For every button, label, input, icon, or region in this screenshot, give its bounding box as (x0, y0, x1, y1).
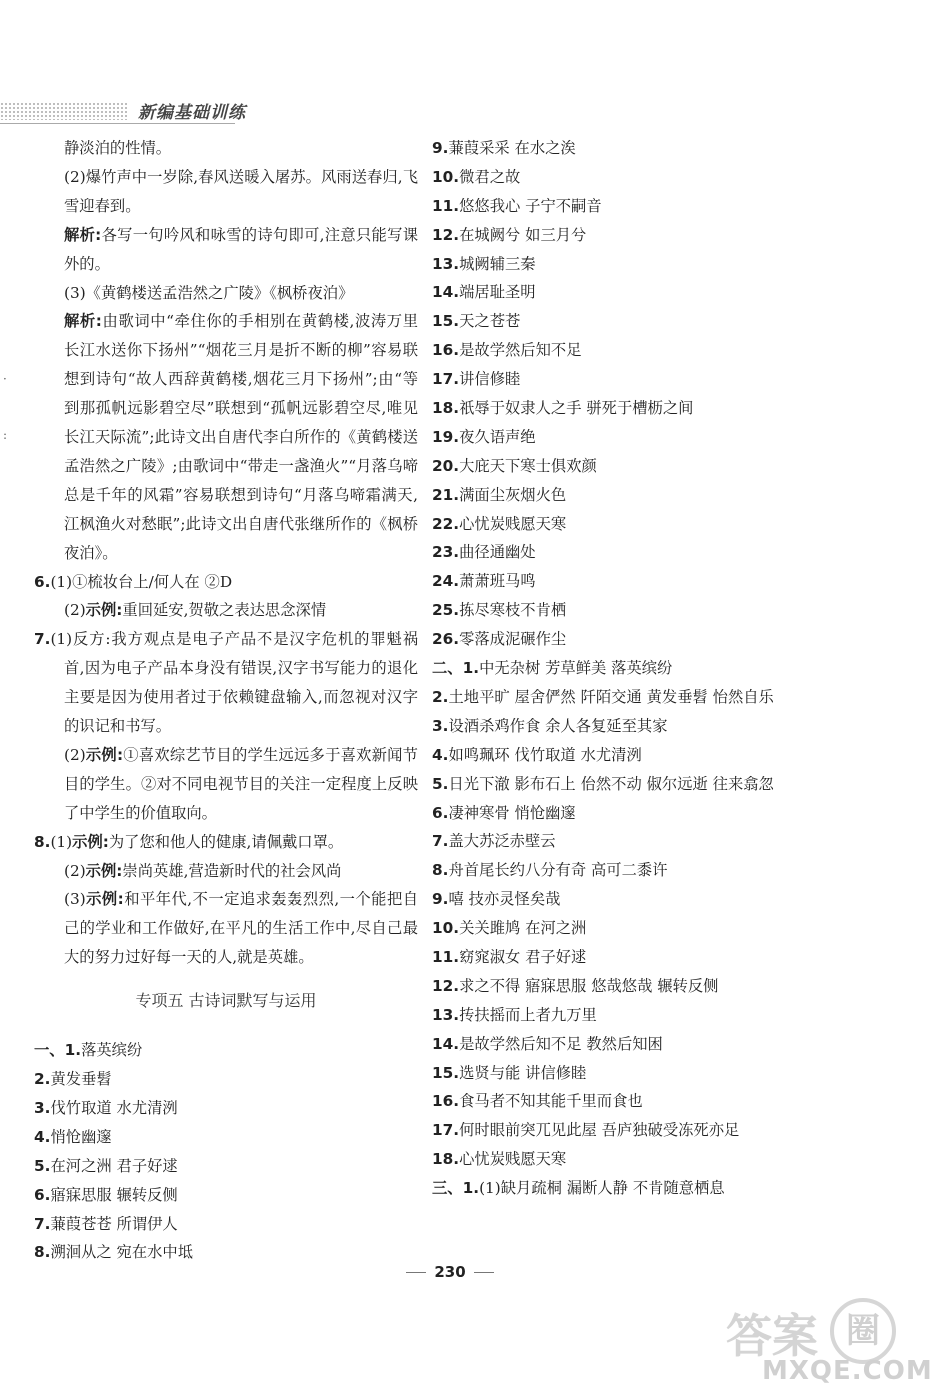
item-text: 天之苍苍 (459, 312, 521, 331)
answer-text: ①喜欢综艺节目的学生远远多于喜欢新闻节目的学生。②对不同电视节目的关注一定程度上反映了中学生的价值取向。 (64, 745, 418, 822)
item-text: 寤寐思服 辗转反侧 (50, 1185, 178, 1204)
question-8 (34, 828, 418, 857)
item-text: 大庇天下寒士俱欢颜 (459, 456, 597, 475)
text-line (34, 134, 418, 163)
sub-number: (1) (50, 832, 73, 851)
edge-mark: : (3, 428, 8, 442)
list-item (34, 1036, 418, 1065)
list-item (34, 1065, 418, 1094)
list-item (432, 827, 812, 856)
question-7-sub (34, 741, 418, 828)
page-number (0, 1263, 900, 1281)
text-paragraph (34, 163, 418, 221)
list-item (34, 1094, 418, 1123)
list-item (432, 770, 812, 799)
item-text: 盖大苏泛赤壁云 (448, 832, 556, 851)
item-text: 中无杂树 芳草鲜美 落英缤纷 (479, 659, 673, 678)
item-text: 心忧炭贱愿天寒 (459, 514, 567, 533)
text: (3)《黄鹤楼送孟浩然之广陵》《枫桥夜泊》 (64, 283, 354, 302)
item-text: 食马者不知其能千里而食也 (459, 1092, 643, 1111)
item-text: 在城阙兮 如三月兮 (459, 225, 587, 244)
text-line (34, 279, 418, 308)
sub-number: (2) (64, 861, 86, 880)
item-text: 伐竹取道 水尤清洌 (50, 1098, 178, 1117)
item-text: 设酒杀鸡作食 余人各复延至其家 (448, 716, 668, 735)
list-item (432, 1030, 812, 1059)
analysis-label: 解析: (64, 312, 102, 331)
item-text: 何时眼前突兀见此屋 吾庐独破受冻死亦足 (459, 1121, 740, 1140)
item-number: 5. (432, 774, 449, 793)
item-number: 25. (432, 601, 460, 620)
list-item (432, 799, 812, 828)
list-item (432, 510, 812, 539)
list-item (432, 972, 812, 1001)
analysis-text: 各写一句吟风和咏雪的诗句即可,注意只能写课外的。 (64, 225, 418, 273)
list-item (432, 394, 812, 423)
item-number: 4. (34, 1127, 51, 1146)
question-number: 6. (34, 572, 51, 591)
analysis-paragraph (34, 221, 418, 279)
item-text: 拣尽寒枝不肯栖 (459, 601, 567, 620)
answer-text: (1)①梳妆台上/何人在 ②D (50, 572, 233, 591)
question-6 (34, 568, 418, 597)
answer-text: 重回延安,贺敬之表达思念深情 (122, 601, 327, 620)
watermark-circle-icon (830, 1298, 896, 1364)
example-label: 示例: (72, 832, 109, 851)
list-item (432, 741, 812, 770)
item-text: (1)缺月疏桐 漏断人静 不肯随意栖息 (479, 1179, 725, 1198)
analysis-text: 由歌词中“牵住你的手相别在黄鹤楼,波涛万里长江水送你下扬州”“烟花三月是折不断的柳”容易联想到诗句“故人西辞黄鹤楼,烟花三月下扬州”;由“等到那孤帆远影碧空尽”联想到“孤帆远影碧空尽,唯见长江天际流”;此诗文出自唐代李白所作的《黄鹤楼送孟浩然之广陵》;由歌词中“带走一盏渔火”“月落乌啼总是千年的风霜”容易联想到诗句“月落乌啼霜满天,江枫渔火对愁眠”;此诗文出自唐代张继所作的《枫桥夜泊》。 (64, 312, 419, 562)
example-label: 示例: (85, 861, 123, 880)
list-item (432, 336, 812, 365)
item-text: 微君之故 (459, 167, 521, 186)
item-number: 15. (432, 1063, 460, 1082)
list-item (432, 654, 812, 683)
list-item (432, 567, 812, 596)
watermark-url: MXQE.COM (762, 1356, 933, 1386)
item-number: 16. (432, 1092, 460, 1111)
item-number: 一、1. (34, 1041, 82, 1060)
list-item (34, 1152, 418, 1181)
text: 静淡泊的性情。 (64, 139, 172, 157)
list-item (432, 134, 812, 163)
item-number: 3. (432, 716, 449, 735)
item-number: 9. (432, 890, 449, 909)
item-number: 8. (34, 1243, 51, 1262)
item-number: 二、1. (432, 659, 480, 678)
header-rule (0, 123, 235, 124)
sub-number: (2) (64, 601, 86, 620)
answer-text: 为了您和他人的健康,请佩戴口罩。 (108, 832, 344, 851)
left-column (34, 134, 418, 1267)
question-8-sub (34, 885, 418, 972)
item-number: 14. (432, 283, 460, 302)
item-text: 祇辱于奴隶人之手 骈死于槽枥之间 (459, 399, 694, 418)
page-number-dash (474, 1272, 494, 1273)
list-item (432, 221, 812, 250)
page-number-dash (406, 1272, 426, 1273)
list-item (432, 307, 812, 336)
item-text: 端居耻圣明 (459, 283, 536, 302)
item-number: 2. (432, 687, 449, 706)
item-text: 日光下澈 影布石上 佁然不动 俶尔远逝 往来翕忽 (448, 774, 774, 793)
item-text: 是故学然后知不足 教然后知困 (459, 1034, 663, 1053)
item-number: 2. (34, 1070, 51, 1089)
item-text: 是故学然后知不足 (459, 341, 582, 360)
item-text: 讲信修睦 (459, 370, 521, 389)
item-number: 13. (432, 1005, 460, 1024)
section-title: 专项五 古诗词默写与运用 (135, 991, 317, 1011)
list-item (432, 914, 812, 943)
item-number: 11. (432, 947, 460, 966)
item-number: 4. (432, 745, 449, 764)
item-text: 夜久语声绝 (459, 427, 536, 446)
item-number: 20. (432, 456, 460, 475)
sub-number: (2) (64, 745, 86, 764)
item-number: 三、1. (432, 1179, 480, 1198)
list-item (432, 365, 812, 394)
item-number: 8. (432, 861, 449, 880)
item-number: 6. (34, 1185, 51, 1204)
watermark-text: 答案 (726, 1309, 818, 1363)
analysis-label: 解析: (64, 225, 102, 244)
item-number: 22. (432, 514, 460, 533)
item-number: 26. (432, 630, 460, 649)
item-text: 舟首尾长约八分有奇 高可二黍许 (448, 861, 668, 880)
list-item (432, 250, 812, 279)
item-text: 凄神寒骨 悄怆幽邃 (448, 803, 576, 822)
list-item (432, 423, 812, 452)
list-item (432, 1145, 812, 1174)
item-text: 城阙辅三秦 (459, 254, 536, 273)
question-6-sub (34, 596, 418, 625)
item-text: 土地平旷 屋舍俨然 阡陌交通 黄发垂髫 怡然自乐 (448, 687, 774, 706)
answer-text: 和平年代,不一定追求轰轰烈烈,一个能把自己的学业和工作做好,在平凡的生活工作中,尽自己最大的努力过好每一天的人,就是英雄。 (64, 890, 418, 967)
item-text: 关关雎鸠 在河之洲 (459, 919, 587, 938)
list-item (432, 596, 812, 625)
item-number: 12. (432, 976, 460, 995)
answer-text: 崇尚英雄,营造新时代的社会风尚 (122, 861, 342, 880)
item-number: 24. (432, 572, 460, 591)
list-item (432, 856, 812, 885)
item-number: 12. (432, 225, 460, 244)
item-text: 选贤与能 讲信修睦 (459, 1063, 587, 1082)
list-item (432, 625, 812, 654)
question-number: 8. (34, 832, 51, 851)
item-number: 14. (432, 1034, 460, 1053)
sub-number: (3) (64, 890, 86, 909)
analysis-paragraph (34, 307, 418, 567)
list-item (432, 712, 812, 741)
item-number: 7. (34, 1214, 51, 1233)
item-number: 9. (432, 139, 449, 157)
item-number: 15. (432, 312, 460, 331)
list-item (34, 1210, 418, 1239)
list-item (34, 1123, 418, 1152)
list-item (432, 1174, 812, 1203)
item-number: 17. (432, 370, 460, 389)
example-label: 示例: (85, 890, 124, 909)
item-number: 13. (432, 254, 460, 273)
item-number: 5. (34, 1156, 51, 1175)
list-item (432, 1116, 812, 1145)
item-text: 蒹葭采采 在水之涘 (448, 139, 576, 157)
question-7 (34, 625, 418, 741)
item-text: 心忧炭贱愿天寒 (459, 1150, 567, 1169)
list-item (34, 1181, 418, 1210)
watermark-logo (720, 1298, 933, 1386)
example-label: 示例: (85, 745, 124, 764)
item-text: 零落成泥碾作尘 (459, 630, 567, 649)
item-text: 悄怆幽邃 (50, 1127, 112, 1146)
text: (2)爆竹声中一岁除,春风送暖入屠苏。风雨送春归,飞雪迎春到。 (64, 167, 418, 215)
item-number: 7. (432, 832, 449, 851)
item-text: 萧萧班马鸣 (459, 572, 536, 591)
item-text: 嘻 技亦灵怪矣哉 (448, 890, 561, 909)
answer-text: (1)反方:我方观点是电子产品不是汉字危机的罪魁祸首,因为电子产品本身没有错误,汉字书写能力的退化主要是因为使用者过于依赖键盘输入,而忽视对汉字的识记和书写。 (50, 630, 418, 736)
watermark-circle-text: 圈 (846, 1311, 880, 1351)
item-number: 21. (432, 485, 460, 504)
item-number: 16. (432, 341, 460, 360)
list-item (432, 163, 812, 192)
example-label: 示例: (85, 601, 123, 620)
item-number: 10. (432, 167, 460, 186)
item-number: 17. (432, 1121, 460, 1140)
item-number: 18. (432, 399, 460, 418)
item-text: 满面尘灰烟火色 (459, 485, 567, 504)
item-text: 黄发垂髫 (50, 1070, 112, 1089)
item-text: 在河之洲 君子好逑 (50, 1156, 178, 1175)
question-8-sub (34, 857, 418, 886)
list-item (432, 452, 812, 481)
list-item (432, 943, 812, 972)
item-text: 窈窕淑女 君子好逑 (459, 947, 587, 966)
item-text: 悠悠我心 子宁不嗣音 (459, 196, 602, 215)
list-item (432, 192, 812, 221)
item-number: 3. (34, 1098, 51, 1117)
item-number: 10. (432, 919, 460, 938)
item-text: 如鸣珮环 伐竹取道 水尤清洌 (448, 745, 642, 764)
page-number-text: 230 (434, 1263, 466, 1281)
question-number: 7. (34, 630, 51, 649)
edge-mark: · (3, 372, 7, 386)
list-item (432, 1087, 812, 1116)
list-item (432, 538, 812, 567)
list-item (432, 1059, 812, 1088)
item-number: 18. (432, 1150, 460, 1169)
item-number: 19. (432, 427, 460, 446)
list-item (432, 1001, 812, 1030)
list-item (432, 481, 812, 510)
item-number: 23. (432, 543, 460, 562)
list-item (432, 683, 812, 712)
item-text: 曲径通幽处 (459, 543, 536, 562)
item-text: 蒹葭苍苍 所谓伊人 (50, 1214, 178, 1233)
list-item (432, 278, 812, 307)
item-text: 求之不得 寤寐思服 悠哉悠哉 辗转反侧 (459, 976, 719, 995)
item-text: 溯洄从之 宛在水中坻 (50, 1243, 194, 1262)
item-text: 落英缤纷 (81, 1041, 143, 1060)
list-item (432, 885, 812, 914)
header-dot-pattern (0, 102, 128, 120)
page-header (0, 96, 900, 126)
item-text: 抟扶摇而上者九万里 (459, 1005, 597, 1024)
header-title: 新编基础训练 (138, 103, 246, 123)
item-number: 11. (432, 196, 460, 215)
item-number: 6. (432, 803, 449, 822)
right-column (432, 134, 812, 1203)
